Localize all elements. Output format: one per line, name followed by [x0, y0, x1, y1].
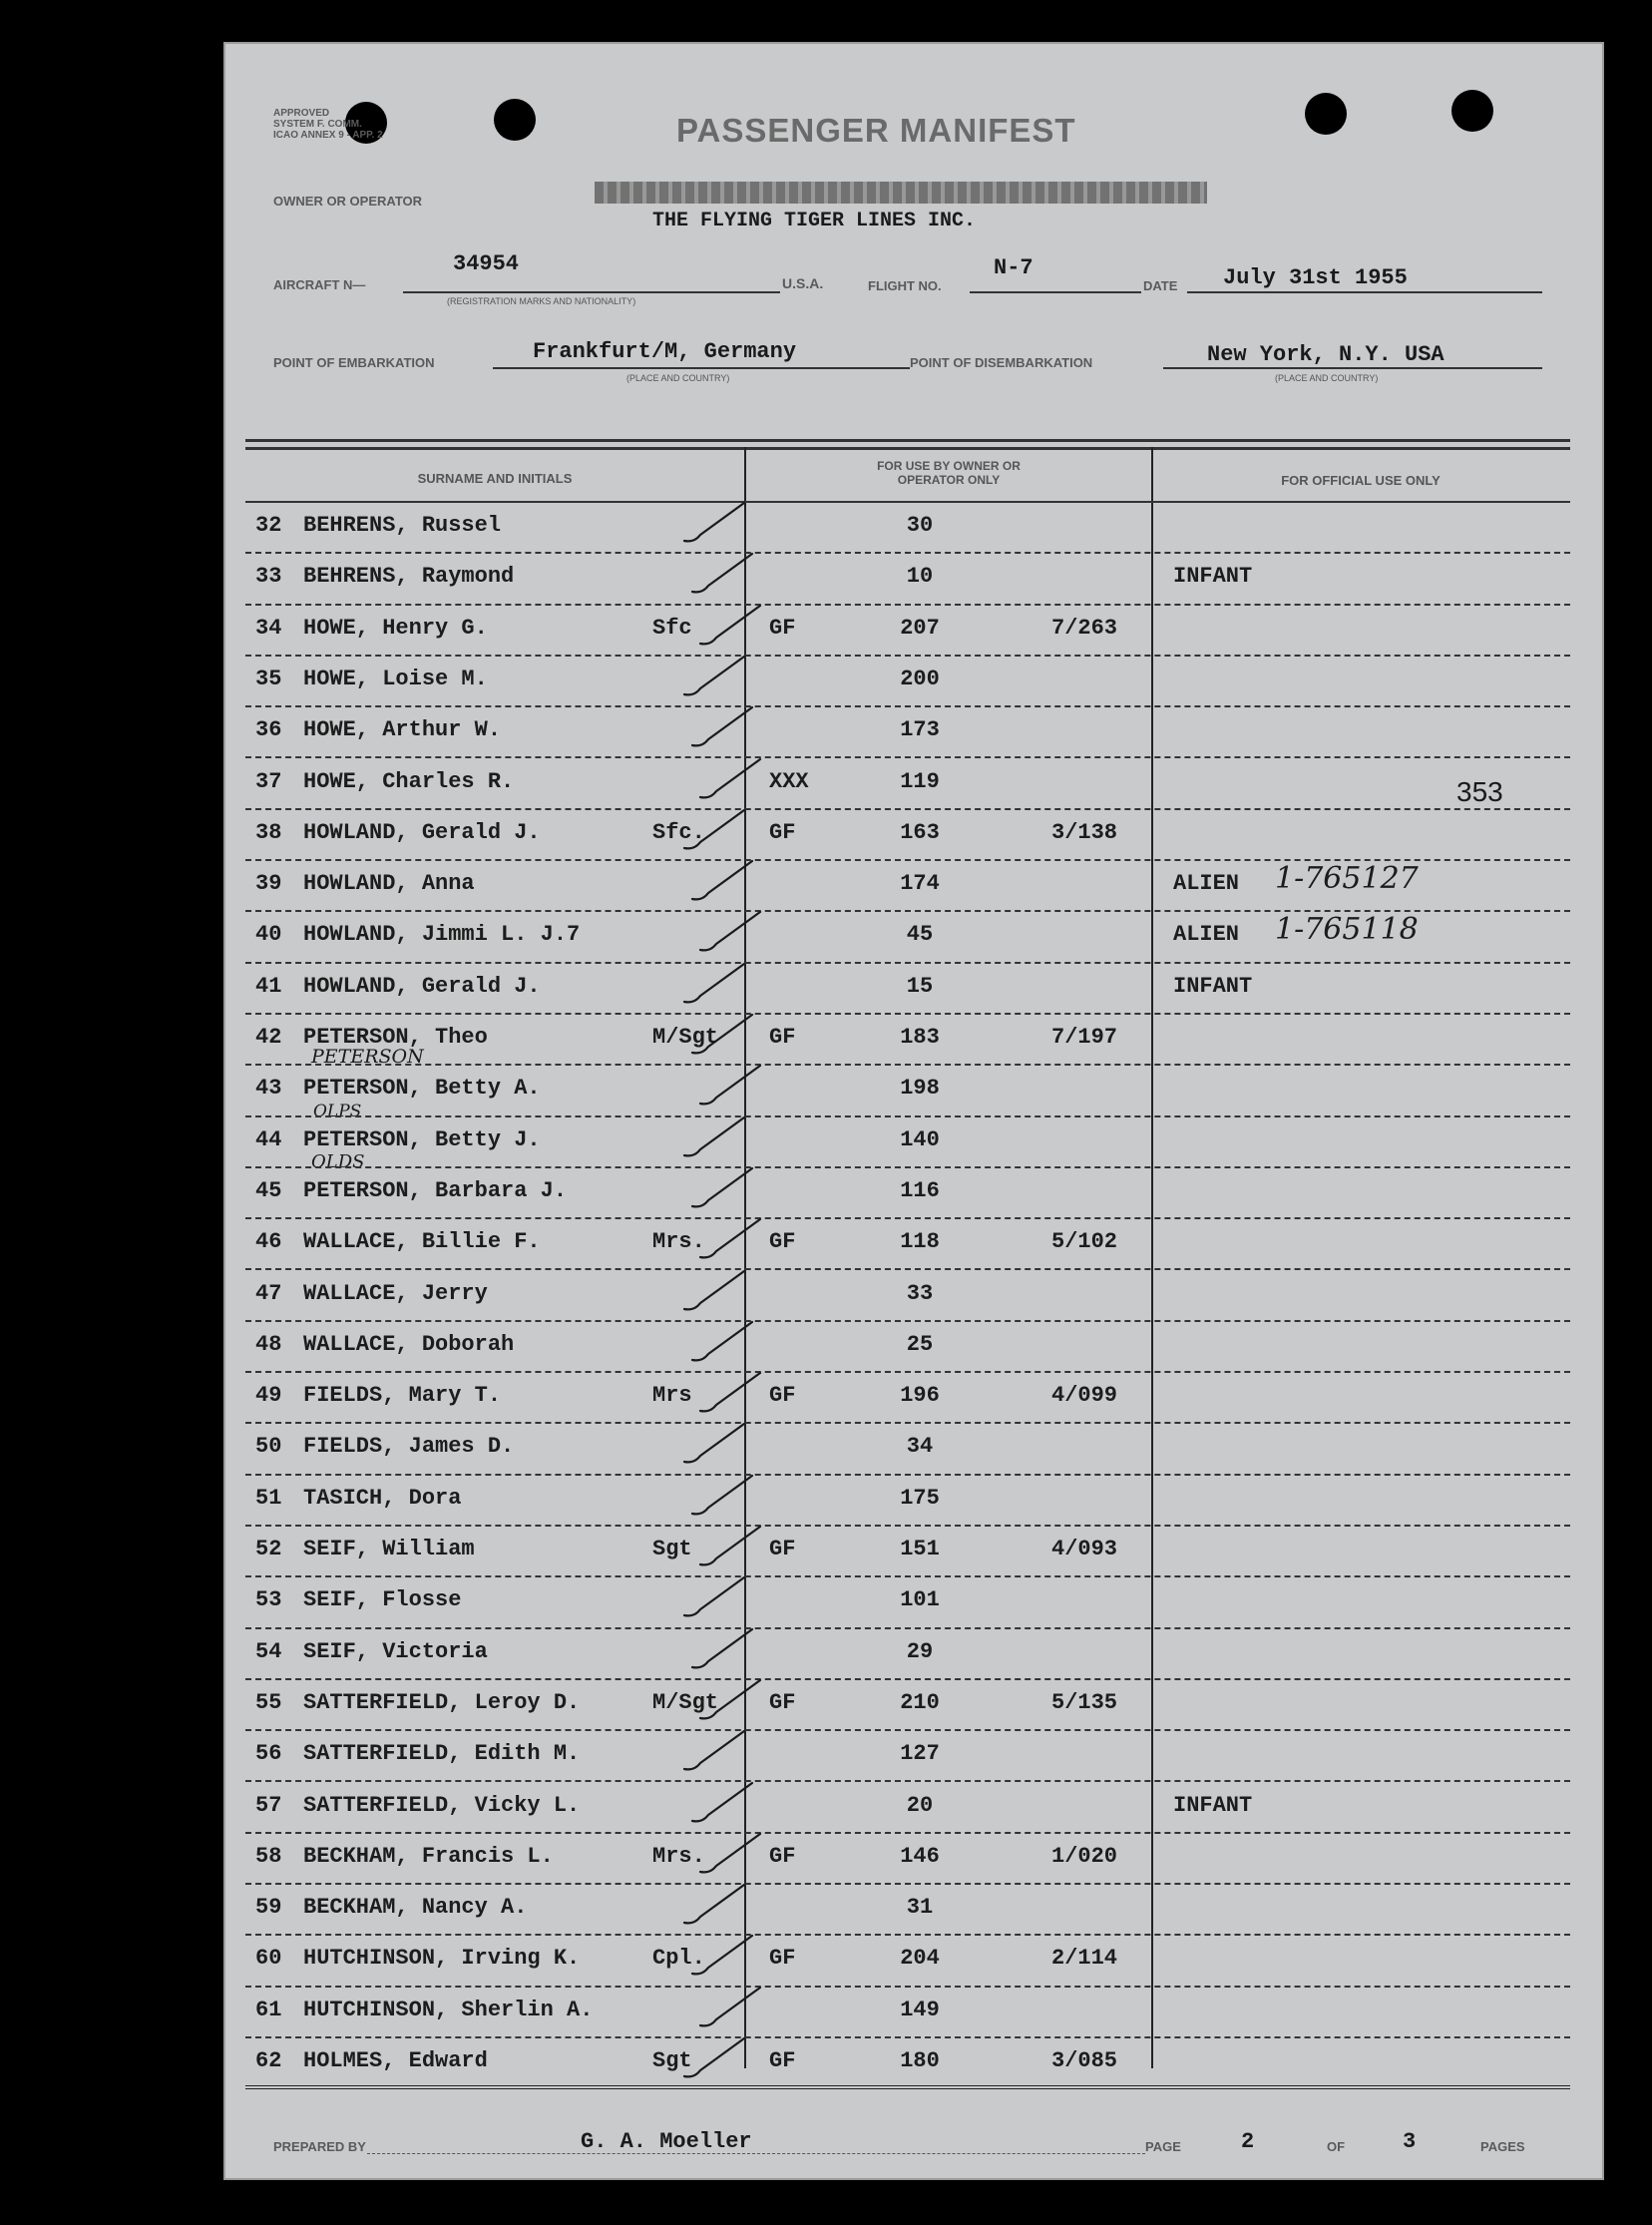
official-note: INFANT	[1173, 564, 1253, 590]
passenger-weight: 210	[900, 1689, 940, 1715]
table-row	[245, 1373, 1570, 1424]
operator-code: GF	[769, 819, 796, 845]
passenger-name: HOWE, Henry G.	[303, 615, 488, 641]
table-row	[245, 1577, 1570, 1628]
owner-struck-text	[595, 182, 1207, 204]
flight-underline	[970, 291, 1141, 293]
operator-code: XXX	[769, 768, 809, 794]
table-row	[245, 810, 1570, 861]
passenger-weight: 173	[900, 717, 940, 743]
passenger-rank: Cpl.	[652, 1946, 705, 1972]
passenger-number: 60	[255, 1946, 282, 1972]
aircraft-underline	[403, 291, 780, 293]
operator-reference: 4/099	[1051, 1383, 1118, 1409]
passenger-weight: 196	[900, 1383, 940, 1409]
passenger-name: HOWLAND, Jimmi L. J.7	[303, 922, 581, 948]
operator-reference: 7/263	[1051, 615, 1118, 641]
passenger-number: 46	[255, 1229, 282, 1255]
passenger-rank: Mrs.	[652, 1229, 705, 1255]
table-row	[245, 1527, 1570, 1577]
passenger-weight: 183	[900, 1025, 940, 1050]
passenger-name: SATTERFIELD, Leroy D.	[303, 1689, 581, 1715]
passenger-weight: 163	[900, 819, 940, 845]
passenger-weight: 10	[906, 564, 934, 590]
passenger-name: PETERSON, Theo	[303, 1025, 488, 1050]
passenger-name: PETERSON, Betty A.	[303, 1076, 541, 1102]
passenger-weight: 20	[906, 1792, 934, 1818]
table-row	[245, 1168, 1570, 1219]
operator-code: GF	[769, 615, 796, 641]
table-row	[245, 707, 1570, 758]
passenger-weight: 45	[906, 922, 934, 948]
prepared-label: PREPARED BY	[273, 2139, 366, 2154]
passenger-name: SEIF, William	[303, 1537, 475, 1561]
passenger-weight: 180	[900, 2048, 940, 2073]
passenger-name: HOWE, Charles R.	[303, 768, 515, 794]
passenger-name: HOWLAND, Anna	[303, 871, 475, 897]
operator-reference: 1/020	[1051, 1843, 1118, 1869]
table-row	[245, 503, 1570, 554]
disembarkation-label: POINT OF DISEMBARKATION	[910, 355, 1093, 370]
passenger-weight: 116	[900, 1177, 940, 1203]
passenger-name: SEIF, Flosse	[303, 1587, 462, 1613]
passenger-weight: 33	[906, 1280, 934, 1306]
page-value: 2	[1241, 2129, 1255, 2154]
official-note: INFANT	[1173, 1792, 1253, 1818]
passenger-weight: 175	[900, 1485, 940, 1511]
disembarkation-caption: (PLACE AND COUNTRY)	[1275, 373, 1379, 383]
passenger-weight: 101	[900, 1587, 940, 1613]
passenger-name: HOWE, Arthur W.	[303, 717, 502, 743]
handwritten-alien-number: 1-765127	[1275, 861, 1419, 897]
passenger-rank: Sfc	[652, 615, 692, 641]
table-row	[245, 759, 1570, 810]
table-row	[245, 1885, 1570, 1936]
column-header-operator: FOR USE BY OWNER OR OPERATOR ONLY	[877, 459, 1021, 487]
passenger-number: 54	[255, 1638, 282, 1664]
embarkation-label: POINT OF EMBARKATION	[273, 355, 435, 370]
passenger-weight: 34	[906, 1434, 934, 1460]
table-top-rule	[245, 447, 1570, 450]
passenger-name: WALLACE, Billie F.	[303, 1229, 541, 1255]
passenger-number: 56	[255, 1741, 282, 1767]
table-top-rule	[245, 439, 1570, 442]
form-title: PASSENGER MANIFEST	[676, 112, 1076, 149]
passenger-weight: 204	[900, 1946, 940, 1972]
flight-value: N-7	[994, 255, 1033, 280]
passenger-weight: 207	[900, 615, 940, 641]
operator-reference: 3/138	[1051, 819, 1118, 845]
passenger-number: 59	[255, 1895, 282, 1921]
table-row	[245, 1629, 1570, 1680]
passenger-name: HUTCHINSON, Irving K.	[303, 1946, 581, 1972]
passenger-number: 39	[255, 871, 282, 897]
passenger-name: FIELDS, James D.	[303, 1434, 515, 1460]
operator-code: GF	[769, 1537, 796, 1561]
passenger-number: 53	[255, 1587, 282, 1613]
usa-label: U.S.A.	[782, 275, 824, 291]
passenger-name: BECKHAM, Francis L.	[303, 1843, 554, 1869]
disembarkation-underline	[1163, 367, 1542, 369]
table-row	[245, 1117, 1570, 1168]
correction-note: OLDS	[311, 1151, 365, 1172]
passenger-name: BECKHAM, Nancy A.	[303, 1895, 528, 1921]
passenger-name: BEHRENS, Russel	[303, 513, 502, 538]
check-mark-icon	[644, 2030, 784, 2090]
approval-line: ICAO ANNEX 9 - APP. 2	[273, 130, 383, 141]
table-row	[245, 1988, 1570, 2038]
punch-hole	[494, 99, 536, 141]
passenger-rank: Sfc.	[652, 819, 705, 845]
date-label: DATE	[1143, 278, 1178, 293]
passenger-weight: 140	[900, 1126, 940, 1152]
passenger-rank: Mrs	[652, 1383, 692, 1409]
official-note: ALIEN	[1173, 922, 1240, 948]
passenger-weight: 200	[900, 666, 940, 691]
table-row	[245, 657, 1570, 707]
passenger-weight: 151	[900, 1537, 940, 1561]
passenger-rank: M/Sgt	[652, 1025, 719, 1050]
passenger-name: HOWLAND, Gerald J.	[303, 973, 541, 999]
punch-hole	[1451, 90, 1493, 132]
passenger-number: 47	[255, 1280, 282, 1306]
passenger-number: 32	[255, 513, 282, 538]
passenger-weight: 198	[900, 1076, 940, 1102]
passenger-number: 36	[255, 717, 282, 743]
table-row	[245, 554, 1570, 605]
pages-label: PAGES	[1480, 2139, 1525, 2154]
passenger-name: PETERSON, Barbara J.	[303, 1177, 568, 1203]
table-row	[245, 861, 1570, 912]
correction-note: OLPS	[313, 1102, 362, 1121]
passenger-name: SEIF, Victoria	[303, 1638, 488, 1664]
approval-line: APPROVED	[273, 108, 330, 119]
operator-code: GF	[769, 1383, 796, 1409]
page-label: PAGE	[1145, 2139, 1181, 2154]
operator-reference: 3/085	[1051, 2048, 1118, 2073]
passenger-weight: 30	[906, 513, 934, 538]
table-row	[245, 2038, 1570, 2089]
official-note: INFANT	[1173, 973, 1253, 999]
embarkation-value: Frankfurt/M, Germany	[533, 339, 797, 364]
passenger-weight: 127	[900, 1741, 940, 1767]
passenger-number: 42	[255, 1025, 282, 1050]
passenger-name: WALLACE, Doborah	[303, 1331, 515, 1357]
operator-reference: 4/093	[1051, 1537, 1118, 1561]
passenger-weight: 146	[900, 1843, 940, 1869]
passenger-name: TASICH, Dora	[303, 1485, 462, 1511]
passenger-number: 38	[255, 819, 282, 845]
correction-note: PETERSON	[311, 1046, 424, 1068]
aircraft-label: AIRCRAFT N—	[273, 277, 366, 292]
passenger-number: 61	[255, 1997, 282, 2022]
passenger-weight: 15	[906, 973, 934, 999]
table-row	[245, 1271, 1570, 1322]
disembarkation-value: New York, N.Y. USA	[1207, 342, 1445, 367]
table-row	[245, 1322, 1570, 1373]
column-header-surname: SURNAME AND INITIALS	[417, 471, 573, 486]
passenger-number: 44	[255, 1126, 282, 1152]
operator-code: GF	[769, 1946, 796, 1972]
passenger-number: 55	[255, 1689, 282, 1715]
date-value: July 31st 1955	[1223, 265, 1408, 290]
operator-reference: 7/197	[1051, 1025, 1118, 1050]
passenger-name: HOWE, Loise M.	[303, 666, 488, 691]
table-row	[245, 964, 1570, 1015]
passenger-weight: 118	[900, 1229, 940, 1255]
passenger-name: HOLMES, Edward	[303, 2048, 488, 2073]
operator-reference: 5/135	[1051, 1689, 1118, 1715]
passenger-number: 51	[255, 1485, 282, 1511]
table-row	[245, 1424, 1570, 1475]
prepared-underline	[367, 2153, 1145, 2154]
passenger-rank: Sgt	[652, 1537, 692, 1561]
official-note: ALIEN	[1173, 871, 1240, 897]
owner-value: THE FLYING TIGER LINES INC.	[652, 210, 977, 232]
operator-code: GF	[769, 1025, 796, 1050]
passenger-number: 57	[255, 1792, 282, 1818]
passenger-rank: Mrs.	[652, 1843, 705, 1869]
embarkation-caption: (PLACE AND COUNTRY)	[626, 373, 730, 383]
operator-code: GF	[769, 2048, 796, 2073]
table-row	[245, 1219, 1570, 1270]
date-underline	[1187, 291, 1542, 293]
operator-code: GF	[769, 1689, 796, 1715]
handwritten-alien-number: 1-765118	[1275, 912, 1419, 948]
passenger-name: PETERSON, Betty J.	[303, 1126, 541, 1152]
table-row	[245, 1680, 1570, 1731]
passenger-number: 45	[255, 1177, 282, 1203]
manifest-table	[245, 439, 1570, 2075]
passenger-number: 40	[255, 922, 282, 948]
passenger-number: 43	[255, 1076, 282, 1102]
table-row	[245, 1936, 1570, 1987]
punch-hole	[1305, 93, 1347, 135]
operator-code: GF	[769, 1843, 796, 1869]
passenger-name: SATTERFIELD, Edith M.	[303, 1741, 581, 1767]
passenger-number: 50	[255, 1434, 282, 1460]
passenger-name: SATTERFIELD, Vicky L.	[303, 1792, 581, 1818]
prepared-value: G. A. Moeller	[581, 2129, 752, 2154]
operator-reference: 2/114	[1051, 1946, 1118, 1972]
passenger-name: FIELDS, Mary T.	[303, 1383, 502, 1409]
passenger-number: 37	[255, 768, 282, 794]
passenger-weight: 25	[906, 1331, 934, 1357]
aircraft-caption: (REGISTRATION MARKS AND NATIONALITY)	[447, 296, 636, 306]
table-row	[245, 606, 1570, 657]
passenger-number: 62	[255, 2048, 282, 2073]
table-row	[245, 1731, 1570, 1782]
passenger-weight: 119	[900, 768, 940, 794]
passenger-weight: 31	[906, 1895, 934, 1921]
passenger-weight: 29	[906, 1638, 934, 1664]
passenger-number: 34	[255, 615, 282, 641]
table-row	[245, 1783, 1570, 1834]
table-row	[245, 1476, 1570, 1527]
table-row	[245, 912, 1570, 963]
passenger-number: 35	[255, 666, 282, 691]
operator-reference: 5/102	[1051, 1229, 1118, 1255]
passenger-name: HOWLAND, Gerald J.	[303, 819, 541, 845]
table-row	[245, 1015, 1570, 1066]
of-value: 3	[1403, 2129, 1417, 2154]
passenger-name: WALLACE, Jerry	[303, 1280, 488, 1306]
approval-line: SYSTEM F. COMM.	[273, 119, 362, 130]
table-row	[245, 1834, 1570, 1885]
passenger-rank: M/Sgt	[652, 1689, 719, 1715]
passenger-name: BEHRENS, Raymond	[303, 564, 515, 590]
passenger-weight: 174	[900, 871, 940, 897]
of-label: OF	[1327, 2139, 1346, 2154]
passenger-number: 58	[255, 1843, 282, 1869]
column-header-official: FOR OFFICIAL USE ONLY	[1281, 473, 1441, 488]
passenger-name: HUTCHINSON, Sherlin A.	[303, 1997, 594, 2022]
margin-number: 353	[1456, 776, 1503, 807]
embarkation-underline	[493, 367, 910, 369]
table-row	[245, 1066, 1570, 1116]
passenger-number: 49	[255, 1383, 282, 1409]
passenger-weight: 149	[900, 1997, 940, 2022]
owner-label: OWNER OR OPERATOR	[273, 194, 423, 209]
flight-label: FLIGHT NO.	[868, 278, 942, 293]
passenger-number: 41	[255, 973, 282, 999]
operator-code: GF	[769, 1229, 796, 1255]
passenger-number: 33	[255, 564, 282, 590]
aircraft-value: 34954	[453, 251, 520, 276]
passenger-number: 48	[255, 1331, 282, 1357]
passenger-rank: Sgt	[652, 2048, 692, 2073]
approval-note	[273, 108, 383, 141]
passenger-number: 52	[255, 1537, 282, 1561]
